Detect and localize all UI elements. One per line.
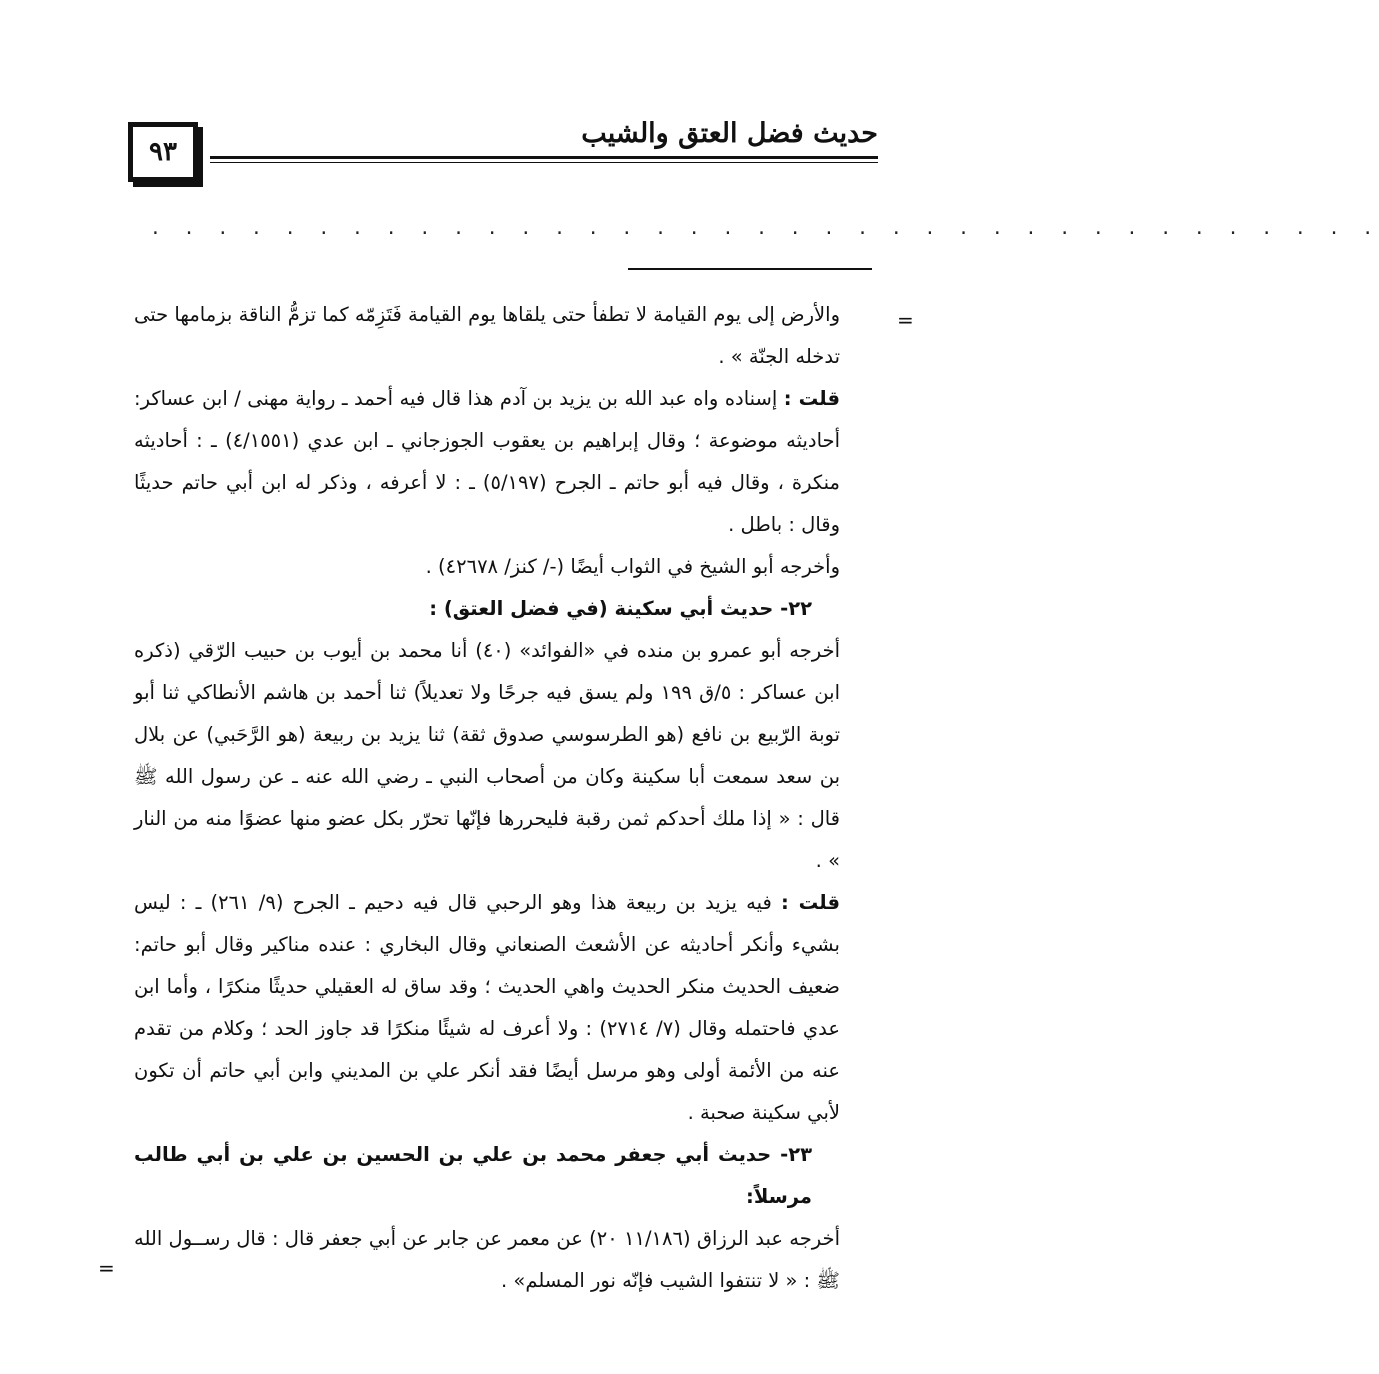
- paragraph: وأخرجه أبو الشيخ في الثواب أيضًا (-/ كنز/ ٤٢٦٧٨) .: [425, 555, 840, 578]
- margin-mark-bottom: =: [98, 1256, 115, 1280]
- paragraph: قلت : إسناده واه عبد الله بن يزيد بن آدم هذا قال فيه أحمد ـ رواية مهنى / ابن عساكر: أحاديثه موضوعة ؛ وقال إبراهيم بن يعقوب الجوزجاني ـ ابن عدي (٤/١٥٥١) ـ : أحاديثه منكرة ، وقال فيه أبو حاتم ـ الجرح (٥/١٩٧) ـ : لا أعرفه ، وذكر له ابن أبي حاتم حديثًا وقال : باطل .: [134, 387, 840, 536]
- page-number: ٩٣: [149, 137, 177, 167]
- note-label: قلت :: [783, 387, 840, 410]
- page-number-box: [128, 122, 198, 182]
- running-title: حديث فضل العتق والشيب: [581, 118, 878, 149]
- header-rule-thick: [210, 156, 878, 159]
- margin-mark-top: =: [897, 308, 914, 332]
- section-heading: ٢٢- حديث أبي سكينة (في فضل العتق) :: [429, 597, 812, 620]
- page-header: [122, 118, 878, 192]
- paragraph: أخرجه أبو عمرو بن منده في «الفوائد» (٤٠) أنا محمد بن أيوب بن حبيب الرّقي (ذكره ابن عساكر : ٥/ق ١٩٩ ولم يسق فيه جرحًا ولا تعديلاً) ثنا أحمد بن هاشم الأنطاكي ثنا أبو توبة الرّبيع بن نافع (هو الطرسوسي صدوق ثقة) ثنا يزيد بن ربيعة (هو الرَّحَبي) عن بلال بن سعد سمعت أبا سكينة وكان من أصحاب النبي ـ رضي الله عنه ـ عن رسول الله ﷺ قال : « إذا ملك أحدكم ثمن رقبة فليحررها فإنّها تحرّر بكل عضو منها عضوًا منه من النار » .: [134, 639, 840, 872]
- note-label: قلت :: [781, 891, 840, 914]
- paragraph: والأرض إلى يوم القيامة لا تطفأ حتى يلقاها يوم القيامة فَتَزِمّه كما تزمُّ الناقة بزمامها حتى تدخله الجنّة » .: [134, 303, 840, 368]
- body-text: [134, 294, 840, 1302]
- paragraph: أخرجه عبد الرزاق (١١/١٨٦ ٢٠) عن معمر عن جابر عن أبي جعفر قال : قال رســول الله ﷺ : « لا تنتفوا الشيب فإنّه نور المسلم» .: [134, 1227, 840, 1292]
- dotted-separator: . . . . . . . . . . . . . . . . . . . . . . . . . . . . . . . . . . . . .: [150, 218, 1379, 239]
- paragraph: قلت : فيه يزيد بن ربيعة هذا وهو الرحبي قال فيه دحيم ـ الجرح (٩/ ٢٦١) ـ : ليس بشيء وأنكر أحاديثه عن الأشعث الصنعاني وقال البخاري : عنده مناكير وقال أبو حاتم: ضعيف الحديث منكر الحديث واهي الحديث ؛ وقد ساق له العقيلي حديثًا منكرًا ، وأما ابن عدي فاحتمله وقال (٧/ ٢٧١٤) : ولا أعرف له شيئًا منكرًا قد جاوز الحد ؛ وكلام من تقدم عنه من الأئمة أولى وهو مرسل أيضًا فقد أنكر علي بن المديني وابن أبي حاتم أن تكون لأبي سكينة صحبة .: [134, 891, 840, 1124]
- header-rule-thin: [210, 162, 878, 163]
- section-heading: ٢٣- حديث أبي جعفر محمد بن علي بن الحسين بن علي بن أبي طالب مرسلاً:: [134, 1143, 812, 1208]
- footnote-rule: [628, 268, 872, 270]
